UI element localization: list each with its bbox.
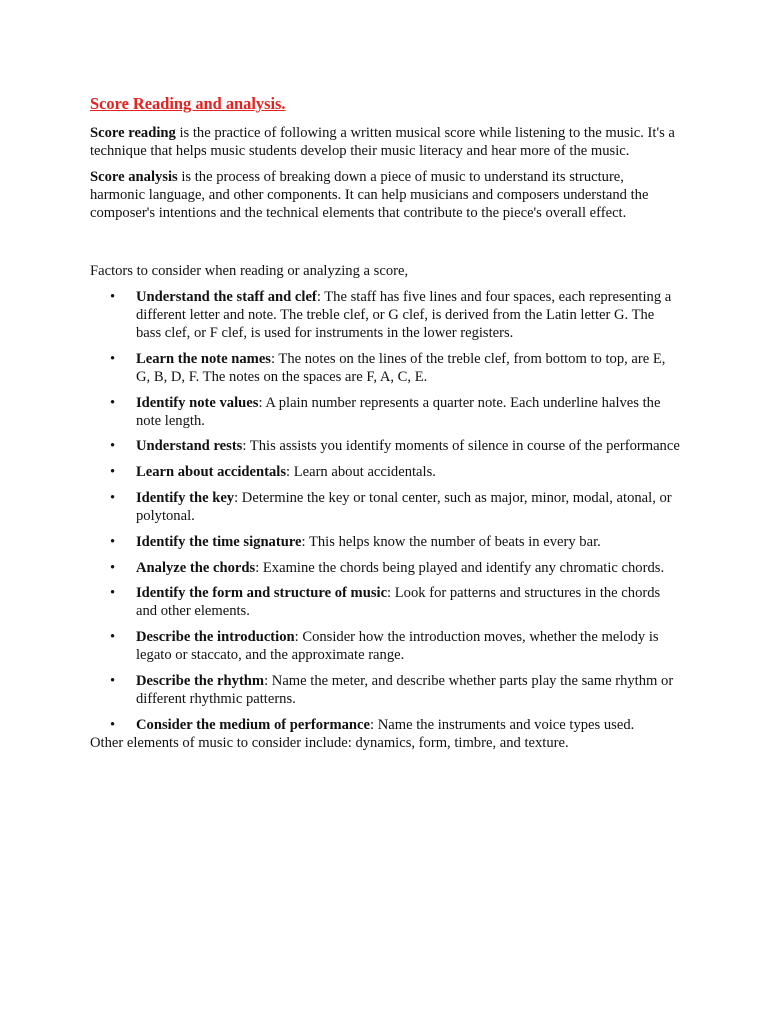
term-score-analysis: Score analysis (90, 169, 178, 185)
bullet-icon: • (110, 464, 116, 481)
factor-text: : This helps know the number of beats in every bar. (301, 533, 601, 550)
list-item (90, 350, 682, 386)
factor-text: : Determine the key or tonal center, such as major, minor, modal, atonal, or polytonal. (136, 489, 672, 524)
factor-text: : Look for patterns and structures in the chords and other elements. (136, 585, 661, 620)
factor-text: : A plain number represents a quarter note. Each underline halves the note length. (136, 394, 661, 429)
list-item (90, 628, 682, 664)
closing-paragraph: Other elements of music to consider include: dynamics, form, timbre, and texture. (90, 734, 569, 751)
factor-text: : The staff has five lines and four spaces, each representing a different letter and note. The treble clef, or G clef, is derived from the Latin letter G. The bass clef, or F clef, is used for instruments in the lower registers. (136, 289, 672, 341)
list-item (90, 559, 682, 577)
bullet-icon: • (110, 350, 116, 367)
factor-term: Identify the key (136, 489, 235, 506)
factor-text: : This assists you identify moments of silence in course of the performance (242, 438, 680, 455)
list-item (90, 672, 682, 708)
list-item (90, 463, 682, 481)
bullet-icon: • (110, 585, 116, 602)
document-page (90, 94, 682, 752)
factor-text: : Name the instruments and voice types used. (370, 716, 635, 733)
bullet-icon: • (110, 533, 116, 550)
factors-intro: Factors to consider when reading or analyzing a score, (90, 263, 409, 279)
factor-term: Understand the staff and clef (136, 289, 317, 305)
factor-text: : Learn about accidentals. (286, 464, 436, 481)
bullet-icon: • (110, 672, 116, 689)
factor-term: Describe the introduction (136, 629, 295, 646)
list-item (90, 716, 682, 734)
list-item (90, 584, 682, 620)
paragraph-score-analysis (90, 168, 682, 222)
term-score-reading: Score reading (90, 125, 176, 141)
list-item (90, 394, 682, 430)
bullet-icon: • (110, 559, 116, 576)
list-item (90, 288, 682, 342)
factor-term: Learn the note names (136, 350, 271, 367)
factor-term: Consider the medium of performance (136, 716, 371, 733)
factor-term: Analyze the chords (136, 559, 256, 576)
factor-term: Identify the form and structure of music (136, 585, 388, 602)
bullet-icon: • (110, 489, 116, 506)
bullet-icon: • (110, 289, 116, 305)
factor-term: Describe the rhythm (136, 672, 265, 689)
factor-text: : Name the meter, and describe whether parts play the same rhythm or different rhythmic patterns. (136, 672, 674, 707)
paragraph-text: is the process of breaking down a piece of music to understand its structure, harmonic language, and other components. It can help musicians and composers understand the composer's intentions and the technical elements that contribute to the piece's overall effect. (90, 169, 649, 221)
document-title: Score Reading and analysis. (90, 94, 286, 113)
factor-term: Understand rests (136, 438, 243, 455)
factor-text: : The notes on the lines of the treble clef, from bottom to top, are E, G, B, D, F. The notes on the spaces are F, A, C, E. (136, 350, 666, 385)
factor-text: : Consider how the introduction moves, whether the melody is legato or staccato, and the approximate range. (136, 629, 659, 664)
factor-term: Identify note values (136, 394, 259, 411)
factor-text: : Examine the chords being played and identify any chromatic chords. (255, 559, 665, 576)
bullet-icon: • (110, 629, 116, 646)
paragraph-score-reading (90, 124, 682, 160)
list-item (90, 437, 682, 455)
factors-list (90, 288, 682, 734)
paragraph-text: is the practice of following a written musical score while listening to the music. It's a technique that helps music students develop their music literacy and hear more of the music. (90, 125, 675, 159)
list-item (90, 489, 682, 525)
list-item (90, 533, 682, 551)
bullet-icon: • (110, 394, 116, 411)
factor-term: Identify the time signature (136, 533, 302, 550)
bullet-icon: • (110, 716, 116, 733)
bullet-icon: • (110, 438, 116, 455)
factor-term: Learn about accidentals (136, 464, 286, 481)
